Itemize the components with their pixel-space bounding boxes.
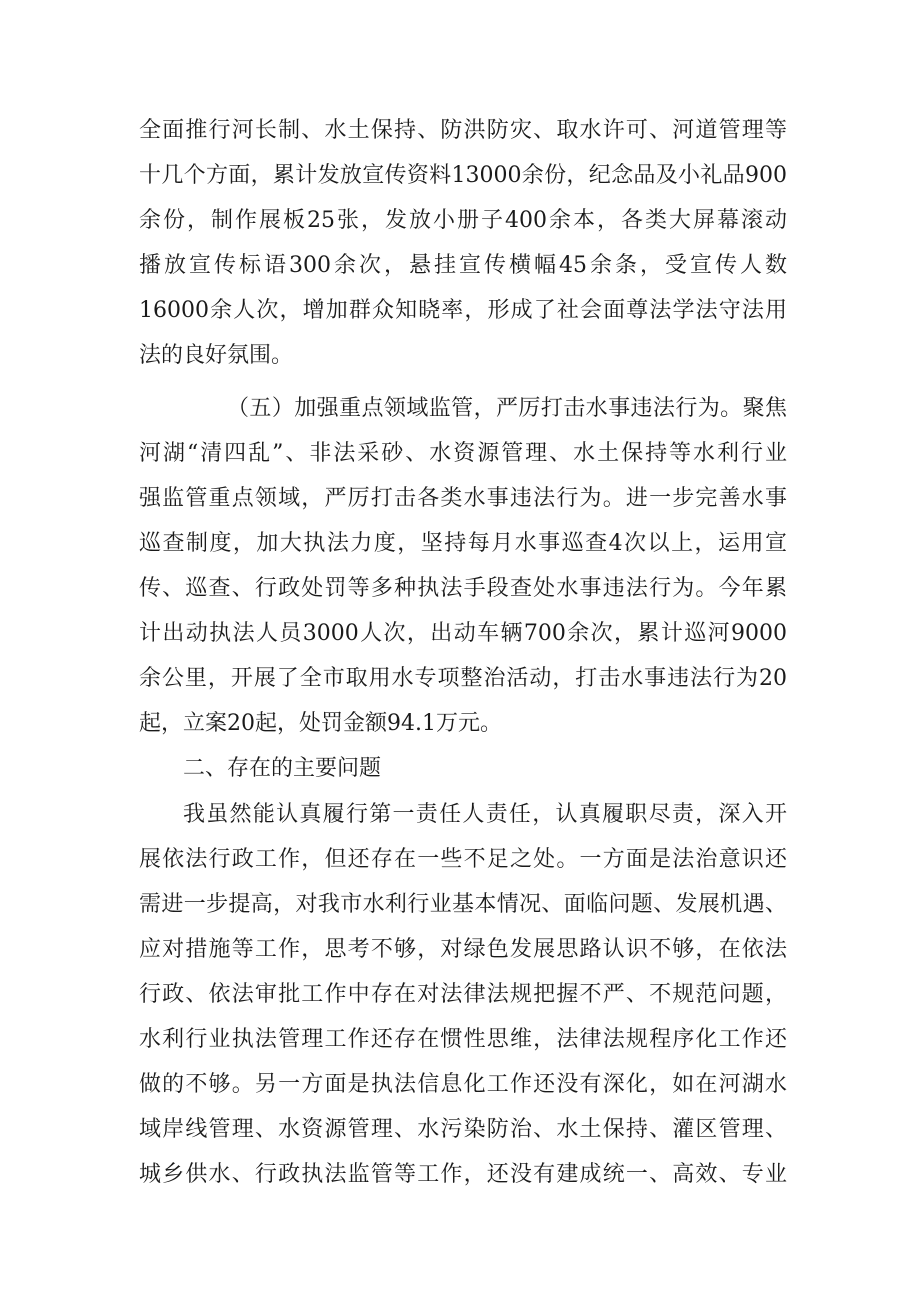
text-line: （五）加强重点领域监管，严厉打击水事违法行为。聚焦 (227, 396, 787, 421)
text-line: 全面推行河长制、水土保持、防洪防灾、取水许可、河道管理等 (139, 118, 787, 143)
text-line: 需进一步提高，对我市水利行业基本情况、面临问题、发展机遇、 (139, 892, 787, 917)
section-heading (139, 746, 787, 791)
text-line: 余公里，开展了全市取用水专项整治活动，打击水事违法行为20 (139, 666, 787, 691)
text-line: 法的良好氛围。 (139, 343, 294, 368)
text-line: 做的不够。另一方面是执法信息化工作还没有深化，如在河湖水 (139, 1072, 787, 1097)
text-line: 水利行业执法管理工作还存在惯性思维，法律法规程序化工作还 (139, 1027, 787, 1052)
paragraph-problems (139, 792, 787, 1197)
text-line: 计出动执法人员3000人次，出动车辆700余次，累计巡河9000 (139, 621, 787, 646)
text-line: 起，立案20起，处罚金额94.1万元。 (139, 711, 502, 736)
paragraph-publicity (139, 108, 787, 378)
text-line: 城乡供水、行政执法监管等工作，还没有建成统一、高效、专业 (139, 1162, 787, 1187)
section-title: 二、存在的主要问题 (183, 756, 382, 781)
text-line: 播放宣传标语300余次，悬挂宣传横幅45余条，受宣传人数 (139, 253, 787, 278)
text-line: 16000余人次，增加群众知晓率，形成了社会面尊法学法守法用 (139, 298, 787, 323)
text-line: 行政、依法审批工作中存在对法律法规把握不严、不规范问题， (139, 982, 787, 1007)
text-line: 域岸线管理、水资源管理、水污染防治、水土保持、灌区管理、 (139, 1117, 787, 1142)
text-line: 传、巡查、行政处罚等多种执法手段查处水事违法行为。今年累 (139, 576, 787, 601)
text-line: 余份，制作展板25张，发放小册子400余本，各类大屏幕滚动 (139, 208, 787, 233)
text-line: 展依法行政工作，但还存在一些不足之处。一方面是法治意识还 (139, 847, 787, 872)
text-line: 强监管重点领域，严厉打击各类水事违法行为。进一步完善水事 (139, 486, 787, 511)
text-line: 我虽然能认真履行第一责任人责任，认真履职尽责，深入开 (183, 802, 787, 827)
paragraph-enforcement (139, 386, 787, 746)
text-line: 巡查制度，加大执法力度，坚持每月水事巡查4次以上，运用宣 (139, 531, 787, 556)
text-line: 河湖“清四乱”、非法采砂、水资源管理、水土保持等水利行业 (139, 441, 787, 466)
text-line: 应对措施等工作，思考不够，对绿色发展思路认识不够，在依法 (139, 937, 787, 962)
text-line: 十几个方面，累计发放宣传资料13000余份，纪念品及小礼品900 (139, 163, 787, 188)
